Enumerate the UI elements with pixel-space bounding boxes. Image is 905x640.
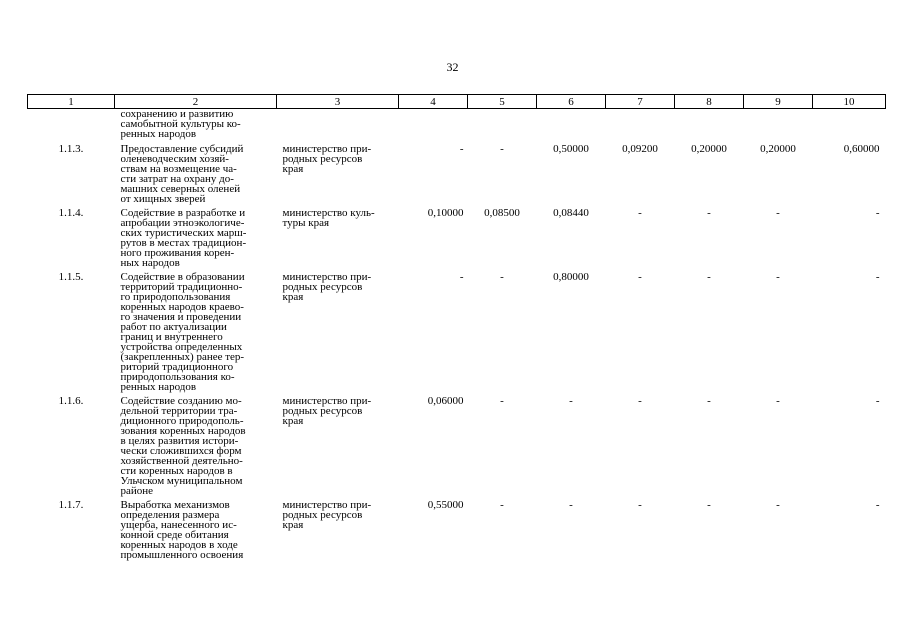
executor: министерство куль- туры края <box>282 207 375 229</box>
table-body <box>28 109 886 565</box>
header-col-10: 10 <box>813 95 886 109</box>
header-col-2: 2 <box>115 95 277 109</box>
value-cell-col-5: - <box>500 143 504 155</box>
value-cell-col-10: - <box>875 271 880 283</box>
value-cell-col-8: - <box>707 207 711 219</box>
continuation-text: сохранению и развитию самобытной культуры ко- ренных народов <box>120 108 241 140</box>
header-col-8: 8 <box>675 95 744 109</box>
header-col-7: 7 <box>606 95 675 109</box>
value-cell-col-4: - <box>459 143 464 155</box>
value-cell-col-4: 0,06000 <box>427 395 464 407</box>
table-row <box>28 396 886 500</box>
value-cell-col-9: 0,20000 <box>760 143 796 155</box>
value-cell-col-9: - <box>776 395 780 407</box>
value-cell-col-5: - <box>500 499 504 511</box>
value-cell-col-9: - <box>776 271 780 283</box>
activity-name: Содействие в образовании территорий традиционно- го природопользования коренных народов краево- го значения и проведении работ по актуализации границ и внутреннего устройства определенных (закрепленных) ранее тер- риторий традиционного природопользования ко- ренных народов <box>120 271 245 393</box>
header-col-3: 3 <box>277 95 399 109</box>
value-cell-col-5: - <box>500 395 504 407</box>
value-cell-col-4: - <box>459 271 464 283</box>
value-cell-col-7: - <box>638 499 642 511</box>
activity-name: Содействие в разработке и апробации этноэкологиче- ских туристических марш- рутов в местах традицион- ного проживания корен- ных народов <box>120 207 247 269</box>
value-cell-col-7: - <box>638 207 642 219</box>
continuation-row <box>28 109 886 145</box>
value-cell-col-7: - <box>638 271 642 283</box>
value-cell-col-9: - <box>776 207 780 219</box>
row-number: 1.1.7. <box>58 499 84 511</box>
value-cell-col-8: - <box>707 499 711 511</box>
value-cell-col-7: 0,09200 <box>622 143 658 155</box>
value-cell-col-4: 0,10000 <box>427 207 464 219</box>
program-table <box>27 94 886 564</box>
value-cell-col-7: - <box>638 395 642 407</box>
row-number: 1.1.6. <box>58 395 84 407</box>
header-col-1: 1 <box>28 95 115 109</box>
value-cell-col-10: - <box>875 395 880 407</box>
header-col-6: 6 <box>537 95 606 109</box>
row-number: 1.1.5. <box>58 271 84 283</box>
value-cell-col-6: 0,08440 <box>553 207 589 219</box>
value-cell-col-5: 0,08500 <box>484 207 520 219</box>
executor: министерство при- родных ресурсов края <box>282 395 372 427</box>
value-cell-col-6: 0,50000 <box>553 143 589 155</box>
value-cell-col-8: 0,20000 <box>691 143 727 155</box>
row-number: 1.1.4. <box>58 207 84 219</box>
value-cell-col-6: - <box>569 499 573 511</box>
table-row <box>28 144 886 208</box>
value-cell-col-9: - <box>776 499 780 511</box>
value-cell-col-10: - <box>875 499 880 511</box>
activity-name: Выработка механизмов определения размера ущерба, нанесенного ис- конной среде обитания коренных народов в ходе промышленного освоения <box>120 499 244 561</box>
value-cell-col-5: - <box>500 271 504 283</box>
row-number: 1.1.3. <box>58 143 84 155</box>
executor: министерство при- родных ресурсов края <box>282 143 372 175</box>
table-row <box>28 500 886 564</box>
executor: министерство при- родных ресурсов края <box>282 499 372 531</box>
table-row <box>28 208 886 272</box>
value-cell-col-10: - <box>875 207 880 219</box>
activity-name: Содействие созданию мо- дельной территории тра- диционного природополь- зования коренных народов в целях развития истори- чески сложившихся форм хозяйственной деятельно- сти коренных народов в Ульчском муниципальном районе <box>120 395 246 497</box>
header-col-5: 5 <box>468 95 537 109</box>
value-cell-col-8: - <box>707 271 711 283</box>
page-number: 32 <box>446 60 459 74</box>
header-col-9: 9 <box>744 95 813 109</box>
header-row <box>28 95 886 109</box>
value-cell-col-10: 0,60000 <box>843 143 880 155</box>
activity-name: Предоставление субсидий оленеводческим хозяй- ствам на возмещение ча- сти затрат на охрану до- машних северных оленей от хищных зверей <box>120 143 244 205</box>
value-cell-col-6: - <box>569 395 573 407</box>
value-cell-col-8: - <box>707 395 711 407</box>
table-row <box>28 272 886 396</box>
executor: министерство при- родных ресурсов края <box>282 271 372 303</box>
header-col-4: 4 <box>399 95 468 109</box>
value-cell-col-4: 0,55000 <box>427 499 464 511</box>
table-header <box>28 95 886 109</box>
value-cell-col-6: 0,80000 <box>553 271 589 283</box>
